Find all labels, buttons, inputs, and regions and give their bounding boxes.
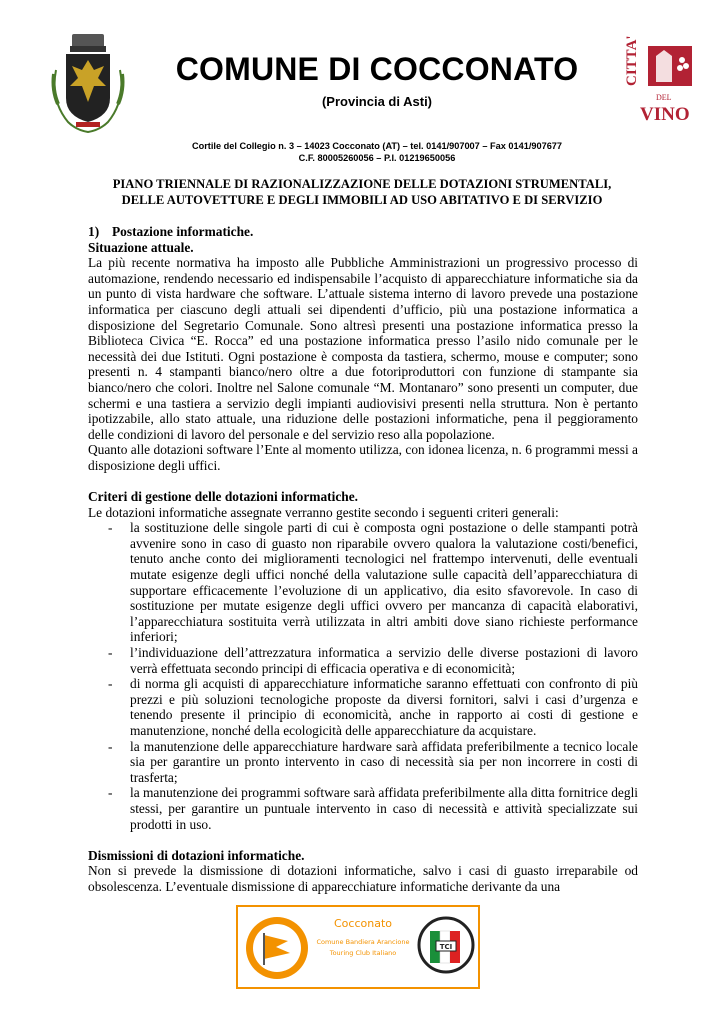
- orange-flag-icon: [244, 915, 310, 981]
- address-line: Cortile del Collegio n. 3 – 14023 Cocconato (AT) – tel. 0141/907007 – Fax 0141/907677: [191, 141, 563, 151]
- badge-town: Cocconato: [334, 917, 392, 930]
- paragraph: Non si prevede la dismissione di dotazioni informatiche, salvo i casi di guasto irreparabile od obsolescenza. L’eventuale dismissione di apparecchiature informatiche derivante da una: [88, 863, 638, 894]
- svg-text:CITTA': CITTA': [624, 35, 640, 86]
- address-block: [150, 140, 604, 164]
- citta-del-vino-logo: [624, 35, 696, 126]
- subsection-title: Criteri di gestione delle dotazioni informatiche.: [88, 489, 358, 505]
- heading-line-2: DELLE AUTOVETTURE E DEGLI IMMOBILI AD USO ABITATIVO E DI SERVIZIO: [121, 193, 603, 207]
- svg-text:DEL: DEL: [656, 93, 672, 102]
- badge-caption: Comune Bandiera Arancione Touring Club Italiano: [316, 938, 410, 957]
- list-item: - la manutenzione delle apparecchiature hardware sarà affidata preferibilmente a tecnico locale sia per garantire un pronto intervento in caso di necessità sia per non incorrere in costi di trasferta;: [108, 738, 638, 785]
- page-title: COMUNE DI COCCONATO: [175, 51, 579, 87]
- document-heading: [88, 176, 636, 208]
- list-item: - la manutenzione dei programmi software sarà affidata preferibilmente alla ditta fornitrice degli stessi, per garantire un puntuale intervento in caso di necessità e attività specializzate sui prodotti in uso.: [108, 785, 639, 832]
- section-number: 1): [88, 224, 100, 239]
- subsection-title: Dismissioni di dotazioni informatiche.: [88, 847, 305, 863]
- svg-text:TCI: TCI: [439, 943, 453, 951]
- section-label: Postazione informatiche.: [112, 224, 254, 239]
- document-body: [88, 224, 638, 895]
- fiscal-codes-line: C.F. 80005260056 – P.I. 01219650056: [298, 153, 456, 163]
- heading-line-1: PIANO TRIENNALE DI RAZIONALIZZAZIONE DELLE DOTAZIONI STRUMENTALI,: [112, 177, 612, 191]
- touring-club-icon: [416, 915, 476, 979]
- svg-text:VINO: VINO: [640, 104, 690, 125]
- section-title: [88, 224, 638, 240]
- page-subtitle: (Provincia di Asti): [321, 94, 433, 109]
- list-item: - l’individuazione dell’attrezzatura informatica a servizio delle diverse postazioni di lavoro verrà effettuata secondo principi di efficacia operativa e di economicità;: [108, 645, 638, 676]
- paragraph: Le dotazioni informatiche assegnate verranno gestite secondo i seguenti criteri generali:: [88, 504, 559, 520]
- bandiera-arancione-badge: [236, 905, 480, 989]
- paragraph: Quanto alle dotazioni software l’Ente al momento utilizza, con idonea licenza, n. 6 programmi messi a disposizione degli uffici.: [88, 442, 638, 473]
- list-item: - di norma gli acquisti di apparecchiature informatiche saranno effettuati con confronto di più prezzi e più soluzioni tecnologiche proposte da diversi fornitori, salvi i casi d’urgenza e tenendo presente il principio di economicità, anche in rapporto ai costi di gestione e manutenzione, nonché della ecologicità delle apparecchiature da acquistare.: [108, 676, 638, 738]
- list-item: - la sostituzione delle singole parti di cui è composta ogni postazione o delle stampanti potrà avvenire sono in caso di guasto non riparabile ovvero qualora la valutazione costi/benefici, tenuto anche conto dei miglioramenti tecnologici nel frattempo intervenuti, delle eventuali mutate esigenze degli uffici nonché della valutazione sulle capacità dell’apparecchiatura di supportare efficacemente l’evoluzione di un applicativo, dia esito sfavorevole. In caso di sostituzione per mutate esigenze degli uffici ovvero per mancanza di capacità elaborativi, l’apparecchiatura sostituita verrà utilizzata in altri ambiti dove siano richieste performance inferiori;: [108, 520, 638, 645]
- paragraph: La più recente normativa ha imposto alle Pubbliche Amministrazioni un progressivo processo di automazione, rendendo necessario ed indispensabile l’acquisto di apparecchiature informatiche sia da un punto di vista hardware che software. L’attuale sistema interno di lavoro prevede una postazione informatica per ciascuno degli attuali sei dipendenti d’ufficio, più una postazione informatica a disposizione del Segretario Comunale. Sono altresì presenti una postazione informatica presso la Biblioteca Civica “E. Rocca” ed una postazione informatica presso l’asilo nido comunale per le necessità dei due Istituti. Ogni postazione è composta da tastiera, schermo, mouse e computer; sono presenti n. 4 stampanti bianco/nero oltre a due fotoriproduttori con funzione di stampante sia bianco/nero che colori. Inoltre nel Salone comunale “M. Montanaro” sono presenti un computer, due schermi e una tastiera a servizio degli impianti audiovisivi presenti nella struttura. Non è pertanto ipotizzabile, allo stato attuale, una riduzione delle postazioni informatiche, pena il peggioramento delle condizioni di lavoro del personale e del servizio reso alla popolazione.: [88, 255, 638, 442]
- subsection-title: Situazione attuale.: [88, 239, 194, 255]
- criteria-list: [88, 520, 638, 832]
- municipal-crest-icon: [46, 30, 130, 134]
